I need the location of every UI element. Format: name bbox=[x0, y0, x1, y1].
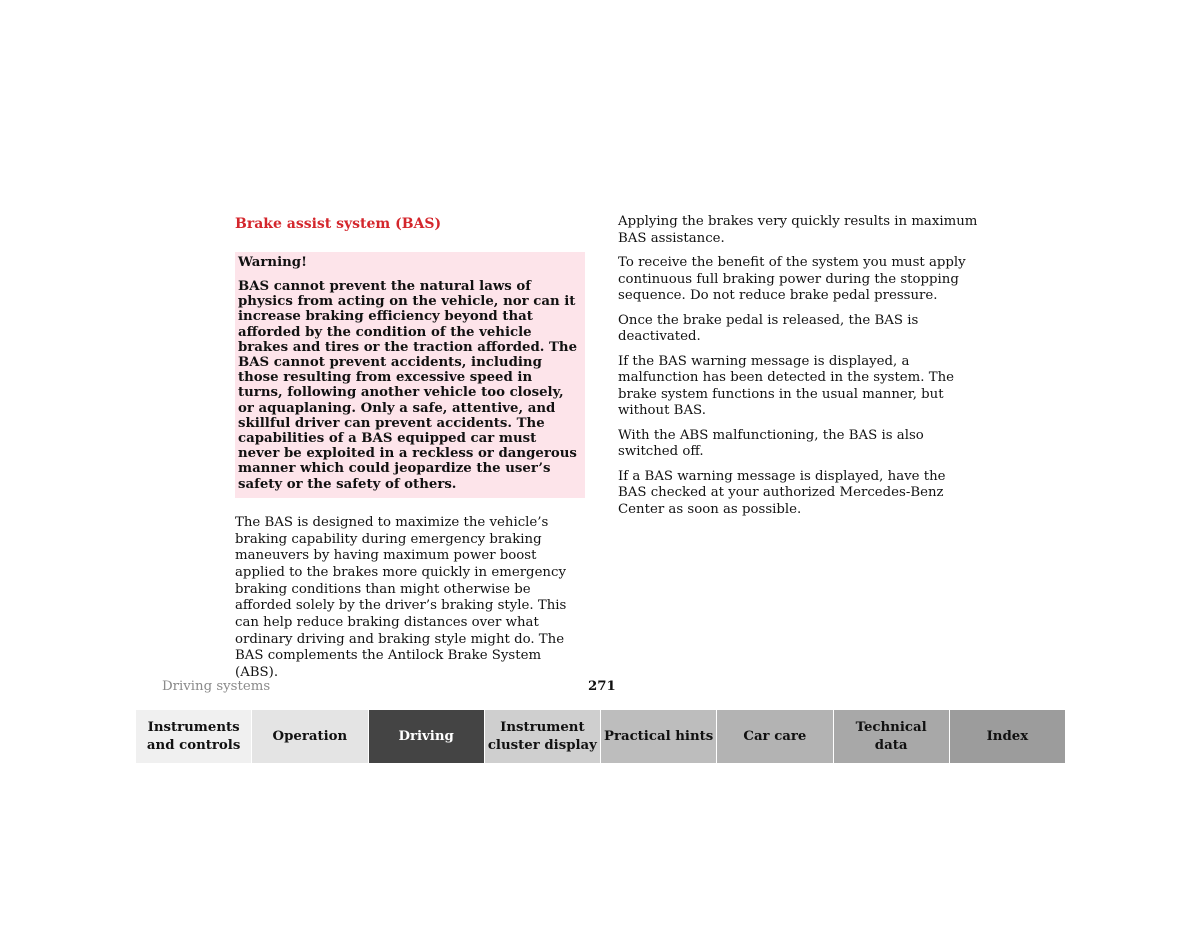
tab-label: Practical hints bbox=[603, 728, 714, 744]
warning-box bbox=[235, 252, 585, 498]
tab-label: Driving bbox=[398, 728, 454, 744]
tab-label: Car care bbox=[743, 728, 807, 744]
left-column bbox=[235, 214, 585, 682]
tab-label: Instrument cluster display bbox=[487, 719, 597, 753]
right-column bbox=[618, 214, 978, 526]
tab-practical-hints[interactable] bbox=[601, 710, 717, 763]
paragraph: With the ABS malfunctioning, the BAS is also switched off. bbox=[618, 427, 924, 459]
section-heading: Brake assist system (BAS) bbox=[235, 216, 442, 232]
tab-driving[interactable] bbox=[369, 710, 485, 763]
tab-operation[interactable] bbox=[252, 710, 368, 763]
paragraph: Applying the brakes very quickly results in maximum BAS assistance. bbox=[618, 214, 978, 246]
tab-index[interactable] bbox=[950, 710, 1065, 763]
tab-instruments-and-controls[interactable] bbox=[136, 710, 252, 763]
page-number: 271 bbox=[588, 679, 616, 694]
body-paragraph: The BAS is designed to maximize the vehicle’s braking capability during emergency braking maneuvers by having maximum power boost applied to the brakes more quickly in emergency braking conditions than might otherwise be afforded solely by the driver’s braking style. This can help reduce braking distances over what ordinary driving and braking style might do. The BAS complements the Antilock Brake System (ABS). bbox=[235, 514, 567, 681]
paragraph: If the BAS warning message is displayed, a malfunction has been detected in the system. The brake system functions in the usual manner, but without BAS. bbox=[618, 353, 955, 418]
paragraph: To receive the benefit of the system you must apply continuous full braking power during the stopping sequence. Do not reduce brake pedal pressure. bbox=[618, 255, 966, 303]
tab-label: Operation bbox=[272, 728, 348, 744]
warning-text: BAS cannot prevent the natural laws of physics from acting on the vehicle, nor can it increase braking efficiency beyond that afforded by the condition of the vehicle brakes and tires or the traction afforded. The BAS cannot prevent accidents, including those resulting from excessive speed in turns, following another vehicle too closely, or aquaplaning. Only a safe, attentive, and skillful driver can prevent accidents. The capabilities of a BAS equipped car must never be exploited in a reckless or dangerous manner which could jeopardize the user’s safety or the safety of others. bbox=[238, 279, 578, 492]
paragraph: Once the brake pedal is released, the BAS is deactivated. bbox=[618, 312, 919, 344]
paragraph: If a BAS warning message is displayed, have the BAS checked at your authorized Mercedes-Benz Center as soon as possible. bbox=[618, 468, 946, 517]
footer-section-title: Driving systems bbox=[162, 679, 271, 694]
tab-instrument-cluster-display[interactable] bbox=[485, 710, 601, 763]
tab-label: Instruments and controls bbox=[146, 719, 241, 753]
tab-label: Index bbox=[986, 728, 1029, 744]
tab-label: Technical data bbox=[855, 719, 927, 753]
chapter-nav bbox=[136, 710, 1065, 763]
warning-title: Warning! bbox=[238, 255, 307, 270]
tab-car-care[interactable] bbox=[717, 710, 833, 763]
tab-technical-data[interactable] bbox=[834, 710, 950, 763]
